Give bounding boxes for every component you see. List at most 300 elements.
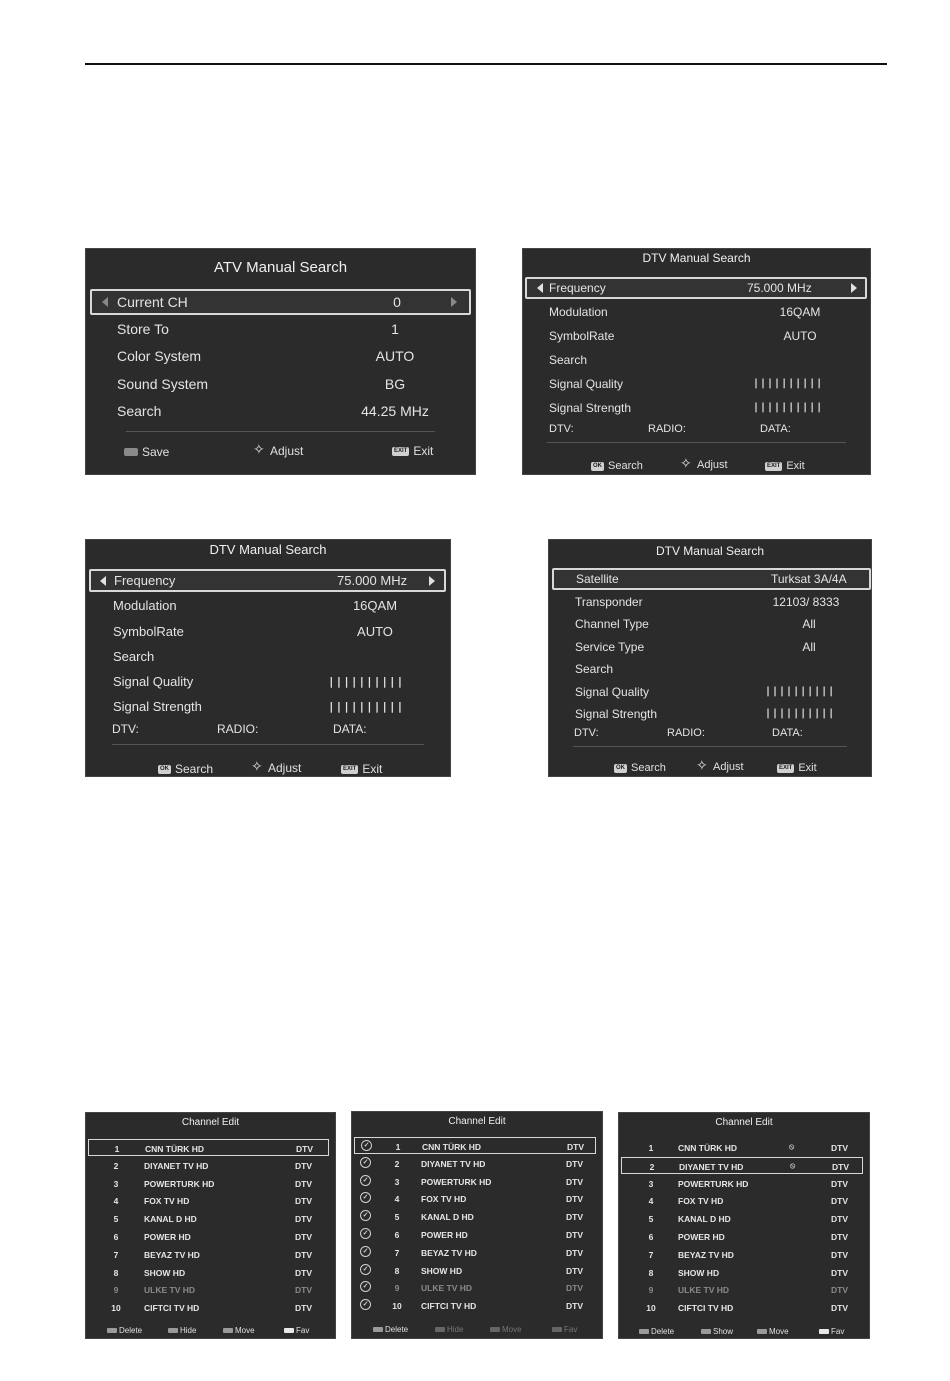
fav-hint[interactable]	[284, 1326, 309, 1335]
data-count-label: DATA:	[333, 722, 367, 736]
row-value: AUTO	[375, 348, 415, 364]
dtv-count-label: DTV:	[112, 722, 139, 736]
check-circle-icon[interactable]: ✓	[360, 1210, 371, 1221]
channel-number: 3	[394, 1176, 400, 1187]
channel-type: DTV	[566, 1283, 583, 1294]
channel-type: DTV	[295, 1249, 312, 1260]
channel-row[interactable]	[354, 1190, 596, 1207]
menu-row-search[interactable]	[86, 402, 475, 428]
channel-row[interactable]	[354, 1137, 596, 1154]
skip-icon: ⦸	[789, 1142, 795, 1151]
menu-row-signal-quality	[86, 674, 450, 696]
channel-number: 9	[648, 1285, 654, 1296]
channel-number: 5	[648, 1214, 654, 1225]
row-label: Modulation	[113, 598, 177, 613]
channel-name: BEYAZ TV HD	[678, 1249, 734, 1260]
row-label: Sound System	[117, 376, 209, 392]
channel-row[interactable]	[88, 1139, 329, 1156]
exit-hint[interactable]	[765, 460, 805, 472]
exit-key-icon: EXIT	[343, 765, 357, 772]
delete-label: Delete	[651, 1327, 675, 1336]
dpad-icon	[252, 762, 264, 774]
channel-name: POWERTURK HD	[678, 1178, 749, 1189]
channel-type: DTV	[831, 1285, 848, 1296]
menu-row-signal-strength	[523, 401, 870, 421]
channel-number: 1	[114, 1144, 120, 1154]
channel-number: 4	[648, 1196, 654, 1207]
channel-name: BEYAZ TV HD	[144, 1249, 200, 1260]
channel-number: 10	[646, 1303, 656, 1314]
adjust-label: Adjust	[713, 761, 744, 773]
channel-row[interactable]	[88, 1192, 329, 1209]
channel-row[interactable]	[88, 1246, 329, 1263]
row-value: 1	[391, 321, 399, 337]
channel-type: DTV	[566, 1301, 583, 1312]
arrow-right-icon[interactable]	[851, 283, 857, 293]
divider	[126, 431, 435, 432]
delete-label: Delete	[385, 1325, 409, 1334]
channel-number: 6	[648, 1232, 654, 1242]
channel-row[interactable]	[621, 1192, 863, 1209]
channel-name: ULKE TV HD	[144, 1285, 195, 1296]
channel-row[interactable]	[354, 1155, 596, 1172]
divider	[112, 744, 424, 745]
panel-title: DTV Manual Search	[642, 251, 751, 265]
hide-label: Hide	[180, 1326, 197, 1335]
channel-name: SHOW HD	[144, 1267, 186, 1278]
channel-edit-panel-1	[85, 1112, 336, 1339]
channel-row[interactable]	[88, 1157, 329, 1174]
hide-hint	[435, 1325, 463, 1334]
channel-row[interactable]	[621, 1264, 863, 1281]
channel-name: CNN TÜRK HD	[678, 1143, 738, 1153]
channel-name: POWER HD	[144, 1232, 191, 1242]
row-value: All	[802, 640, 816, 654]
menu-row-store-to[interactable]	[86, 320, 475, 346]
adjust-label: Adjust	[270, 444, 304, 458]
exit-key-icon: EXIT	[394, 447, 408, 454]
dtv-manual-search-panel-small	[522, 248, 871, 475]
search-hint[interactable]	[614, 762, 666, 774]
move-hint[interactable]	[223, 1326, 255, 1335]
atv-manual-search-panel	[85, 248, 476, 475]
row-label: Transponder	[575, 595, 643, 609]
channel-type: DTV	[295, 1214, 312, 1225]
row-label: Search	[575, 662, 614, 676]
check-circle-icon[interactable]: ✓	[360, 1246, 371, 1257]
search-hint[interactable]	[158, 762, 213, 776]
menu-row-satellite[interactable]	[552, 568, 871, 590]
dtv-count-label: DTV:	[574, 727, 599, 739]
channel-number: 7	[113, 1249, 119, 1260]
channel-number: 9	[113, 1285, 119, 1296]
row-label: Search	[117, 403, 162, 419]
adjust-hint[interactable]	[697, 761, 744, 773]
channel-name: CIFTCI TV HD	[421, 1301, 477, 1312]
menu-row-modulation[interactable]	[86, 598, 450, 620]
channel-name: POWERTURK HD	[421, 1176, 492, 1187]
channel-number: 2	[113, 1160, 119, 1171]
white-key-icon	[819, 1329, 829, 1334]
menu-row-signal-strength	[549, 707, 871, 727]
channel-name: DIYANET TV HD	[421, 1158, 486, 1169]
row-label: Signal Strength	[113, 699, 202, 714]
arrow-right-icon[interactable]	[429, 576, 435, 586]
exit-hint[interactable]	[777, 762, 817, 774]
row-label: Signal Quality	[113, 674, 194, 689]
row-label: Frequency	[114, 573, 176, 588]
channel-type: DTV	[831, 1143, 848, 1153]
menu-row-search[interactable]	[523, 353, 870, 373]
menu-row-frequency[interactable]	[525, 277, 867, 299]
channel-number: 8	[648, 1267, 654, 1278]
dtv-satellite-search-panel	[548, 539, 872, 777]
row-label: Search	[549, 353, 588, 367]
show-hint[interactable]	[701, 1327, 733, 1336]
row-value: 16QAM	[779, 305, 821, 319]
channel-name: DIYANET TV HD	[679, 1161, 744, 1172]
menu-row-transponder[interactable]	[549, 595, 871, 615]
channel-name: POWERTURK HD	[144, 1178, 215, 1189]
signal-quality-meter: ||||||||||	[328, 675, 405, 688]
channel-edit-panel-3	[618, 1112, 870, 1339]
panel-title: Channel Edit	[448, 1116, 506, 1127]
channel-row[interactable]	[621, 1157, 863, 1174]
skip-icon: ⦸	[790, 1160, 796, 1170]
channel-number: 4	[113, 1196, 119, 1207]
channel-row[interactable]	[621, 1281, 863, 1298]
exit-label: Exit	[362, 762, 383, 776]
channel-name: FOX TV HD	[144, 1196, 190, 1207]
menu-row-current-ch[interactable]	[90, 289, 471, 315]
dpad-icon	[254, 445, 266, 457]
arrow-left-icon[interactable]	[100, 576, 106, 586]
channel-number: 6	[394, 1230, 400, 1240]
signal-strength-meter: ||||||||||	[328, 700, 405, 713]
check-circle-icon[interactable]: ✓	[360, 1175, 371, 1186]
channel-name: KANAL D HD	[678, 1214, 731, 1225]
channel-name: KANAL D HD	[421, 1212, 474, 1223]
row-value: 16QAM	[352, 598, 398, 613]
channel-row[interactable]	[354, 1297, 596, 1314]
grey-key-icon	[639, 1329, 649, 1334]
signal-strength-meter: ||||||||||	[765, 708, 836, 719]
signal-quality-meter: ||||||||||	[765, 686, 836, 697]
row-label: Search	[113, 649, 155, 664]
channel-number: 8	[394, 1265, 400, 1276]
save-label: Save	[142, 445, 170, 459]
dtv-count-label: DTV:	[549, 423, 574, 435]
exit-hint[interactable]	[392, 444, 433, 458]
exit-key-icon: EXIT	[767, 462, 781, 469]
channel-name: FOX TV HD	[421, 1194, 467, 1205]
row-label: Signal Strength	[549, 401, 632, 415]
channel-number: 5	[394, 1212, 400, 1223]
arrow-left-icon[interactable]	[537, 283, 543, 293]
channel-row[interactable]	[621, 1299, 863, 1316]
exit-key-icon: EXIT	[779, 764, 793, 771]
delete-label: Delete	[119, 1326, 143, 1335]
show-label: Show	[713, 1327, 734, 1336]
row-label: Current CH	[117, 294, 188, 310]
channel-type: DTV	[831, 1232, 848, 1242]
channel-type: DTV	[295, 1285, 312, 1296]
check-circle-icon[interactable]: ✓	[360, 1228, 371, 1239]
grey-key-icon	[490, 1327, 500, 1332]
search-label: Search	[631, 762, 666, 774]
dpad-icon	[681, 459, 693, 471]
channel-name: KANAL D HD	[144, 1214, 197, 1225]
channel-row[interactable]	[354, 1279, 596, 1296]
menu-row-symbolrate[interactable]	[523, 329, 870, 349]
channel-type: DTV	[295, 1267, 312, 1278]
channel-row[interactable]	[88, 1264, 329, 1281]
channel-edit-panel-2	[351, 1111, 603, 1339]
channel-name: SHOW HD	[678, 1267, 720, 1278]
ok-key-icon: OK	[160, 765, 169, 772]
channel-type: DTV	[566, 1265, 583, 1276]
channel-name: SHOW HD	[421, 1265, 463, 1276]
channel-number: 10	[111, 1303, 121, 1314]
channel-row[interactable]	[88, 1210, 329, 1227]
delete-hint[interactable]	[373, 1325, 408, 1334]
adjust-hint[interactable]	[252, 761, 301, 775]
arrow-right-icon[interactable]	[451, 297, 457, 307]
divider	[573, 746, 847, 747]
row-label: Signal Quality	[549, 377, 624, 391]
row-label: Signal Quality	[575, 685, 650, 699]
check-circle-icon[interactable]: ✓	[360, 1264, 371, 1275]
fav-hint	[552, 1325, 577, 1334]
check-circle-icon[interactable]: ✓	[360, 1157, 371, 1168]
check-circle-icon[interactable]: ✓	[360, 1299, 371, 1310]
channel-row[interactable]	[354, 1226, 596, 1243]
check-circle-icon[interactable]: ✓	[360, 1281, 371, 1292]
white-key-icon	[284, 1328, 294, 1333]
grey-key-icon	[373, 1327, 383, 1332]
channel-name: CNN TÜRK HD	[145, 1144, 205, 1154]
check-circle-icon[interactable]: ✓	[361, 1140, 372, 1151]
check-circle-icon[interactable]: ✓	[360, 1192, 371, 1203]
channel-number: 3	[113, 1178, 119, 1189]
channel-row[interactable]	[621, 1139, 863, 1156]
move-hint[interactable]	[757, 1327, 789, 1336]
fav-hint[interactable]	[819, 1327, 844, 1336]
menu-row-modulation[interactable]	[523, 305, 870, 325]
page-top-rule	[85, 63, 887, 65]
channel-type: DTV	[567, 1142, 584, 1152]
channel-row[interactable]	[88, 1175, 329, 1192]
channel-type: DTV	[296, 1144, 313, 1154]
data-count-label: DATA:	[760, 423, 791, 435]
channel-type: DTV	[831, 1196, 848, 1207]
channel-row[interactable]	[354, 1244, 596, 1261]
menu-row-color-system[interactable]	[86, 347, 475, 373]
channel-row[interactable]	[621, 1210, 863, 1227]
channel-row[interactable]	[621, 1228, 863, 1245]
grey-key-icon	[168, 1328, 178, 1333]
channel-number: 1	[648, 1143, 654, 1153]
channel-name: ULKE TV HD	[421, 1283, 472, 1294]
channel-number: 9	[394, 1283, 400, 1294]
radio-count-label: RADIO:	[667, 727, 705, 739]
exit-hint[interactable]	[341, 762, 382, 776]
hide-label: Hide	[447, 1325, 464, 1334]
channel-name: FOX TV HD	[678, 1196, 724, 1207]
channel-name: DIYANET TV HD	[144, 1160, 209, 1171]
radio-count-label: RADIO:	[648, 423, 686, 435]
channel-number: 2	[394, 1158, 400, 1169]
grey-key-icon	[107, 1328, 117, 1333]
row-label: Color System	[117, 348, 202, 364]
color-key-icon	[124, 448, 138, 456]
channel-name: BEYAZ TV HD	[421, 1247, 477, 1258]
row-value: 0	[393, 294, 401, 310]
dtv-manual-search-panel	[85, 539, 451, 777]
row-value: Turksat 3A/4A	[771, 572, 847, 586]
channel-type: DTV	[831, 1178, 848, 1189]
search-label: Search	[608, 460, 643, 472]
row-label: Modulation	[549, 305, 608, 319]
channel-type: DTV	[295, 1178, 312, 1189]
grey-key-icon	[223, 1328, 233, 1333]
radio-count-label: RADIO:	[217, 722, 259, 736]
row-label: SymbolRate	[113, 624, 184, 639]
channel-row[interactable]	[88, 1281, 329, 1298]
channel-row[interactable]	[88, 1228, 329, 1245]
channel-number: 8	[113, 1267, 119, 1278]
channel-row[interactable]	[621, 1175, 863, 1192]
search-hint[interactable]	[591, 460, 643, 472]
adjust-label: Adjust	[268, 761, 302, 775]
row-label: Satellite	[576, 572, 619, 586]
data-count-label: DATA:	[772, 727, 803, 739]
row-value: BG	[384, 376, 406, 392]
menu-row-service-type[interactable]	[549, 640, 871, 660]
channel-row[interactable]	[621, 1246, 863, 1263]
menu-row-signal-quality	[523, 377, 870, 397]
adjust-hint[interactable]	[681, 459, 728, 471]
dpad-icon	[697, 761, 709, 773]
save-hint[interactable]	[124, 445, 169, 459]
fav-label: Fav	[564, 1325, 578, 1334]
channel-number: 4	[394, 1194, 400, 1205]
move-label: Move	[502, 1325, 522, 1334]
panel-title: DTV Manual Search	[655, 544, 765, 558]
menu-row-signal-strength	[86, 699, 450, 721]
menu-row-search[interactable]	[86, 649, 450, 671]
panel-title: DTV Manual Search	[209, 542, 327, 557]
channel-number: 10	[392, 1301, 402, 1312]
channel-type: DTV	[295, 1232, 312, 1242]
channel-type: DTV	[295, 1160, 312, 1171]
signal-strength-meter: ||||||||||	[753, 402, 824, 413]
delete-hint[interactable]	[639, 1327, 674, 1336]
ok-key-icon: OK	[593, 462, 602, 469]
row-label: SymbolRate	[549, 329, 615, 343]
fav-label: Fav	[831, 1327, 845, 1336]
row-value: 75.000 MHz	[337, 573, 408, 588]
row-label: Service Type	[575, 640, 645, 654]
channel-number: 1	[395, 1142, 401, 1152]
row-value: 12103/ 8333	[772, 595, 840, 609]
channel-name: CIFTCI TV HD	[144, 1303, 200, 1314]
channel-name: POWER HD	[678, 1232, 725, 1242]
row-label: Frequency	[549, 281, 606, 295]
channel-number: 7	[394, 1247, 400, 1258]
channel-type: DTV	[831, 1249, 848, 1260]
channel-type: DTV	[831, 1267, 848, 1278]
channel-type: DTV	[566, 1176, 583, 1187]
signal-quality-meter: ||||||||||	[753, 378, 824, 389]
channel-type: DTV	[295, 1303, 312, 1314]
row-value: 75.000 MHz	[747, 281, 812, 295]
hide-hint[interactable]	[168, 1326, 196, 1335]
channel-row[interactable]	[88, 1299, 329, 1316]
channel-number: 6	[113, 1232, 119, 1242]
grey-key-icon	[757, 1329, 767, 1334]
search-label: Search	[175, 762, 214, 776]
channel-type: DTV	[295, 1196, 312, 1207]
menu-row-search[interactable]	[549, 662, 871, 682]
divider	[547, 442, 846, 443]
menu-row-symbolrate[interactable]	[86, 624, 450, 646]
adjust-hint[interactable]	[254, 444, 303, 458]
row-label: Store To	[117, 321, 169, 337]
channel-type: DTV	[566, 1212, 583, 1223]
exit-label: Exit	[786, 460, 805, 472]
panel-title: Channel Edit	[181, 1117, 240, 1128]
channel-row[interactable]	[354, 1262, 596, 1279]
channel-type: DTV	[831, 1303, 848, 1314]
move-label: Move	[769, 1327, 789, 1336]
move-label: Move	[235, 1326, 255, 1335]
grey-key-icon	[701, 1329, 711, 1334]
row-label: Channel Type	[575, 617, 649, 631]
channel-type: DTV	[566, 1158, 583, 1169]
row-value: 44.25 MHz	[361, 403, 429, 419]
channel-number: 5	[113, 1214, 119, 1225]
arrow-left-icon[interactable]	[102, 297, 108, 307]
channel-number: 2	[649, 1161, 655, 1172]
channel-name: ULKE TV HD	[678, 1285, 729, 1296]
channel-row[interactable]	[354, 1173, 596, 1190]
channel-row[interactable]	[354, 1208, 596, 1225]
menu-row-channel-type[interactable]	[549, 617, 871, 637]
row-value: AUTO	[357, 624, 393, 639]
row-value: AUTO	[783, 329, 817, 343]
adjust-label: Adjust	[697, 459, 728, 471]
channel-number: 3	[648, 1178, 654, 1189]
panel-title: Channel Edit	[715, 1117, 773, 1128]
row-value: All	[802, 617, 816, 631]
menu-row-frequency[interactable]	[89, 569, 446, 592]
channel-type: DTV	[832, 1161, 849, 1172]
row-label: Signal Strength	[575, 707, 658, 721]
channel-type: DTV	[566, 1230, 583, 1240]
delete-hint[interactable]	[107, 1326, 142, 1335]
channel-name: POWER HD	[421, 1230, 468, 1240]
menu-row-signal-quality	[549, 685, 871, 705]
menu-row-sound-system[interactable]	[86, 375, 475, 401]
exit-label: Exit	[798, 762, 817, 774]
exit-label: Exit	[413, 444, 434, 458]
channel-type: DTV	[566, 1194, 583, 1205]
fav-label: Fav	[296, 1326, 310, 1335]
ok-key-icon: OK	[616, 764, 625, 771]
channel-name: CNN TÜRK HD	[422, 1142, 482, 1152]
channel-type: DTV	[831, 1214, 848, 1225]
